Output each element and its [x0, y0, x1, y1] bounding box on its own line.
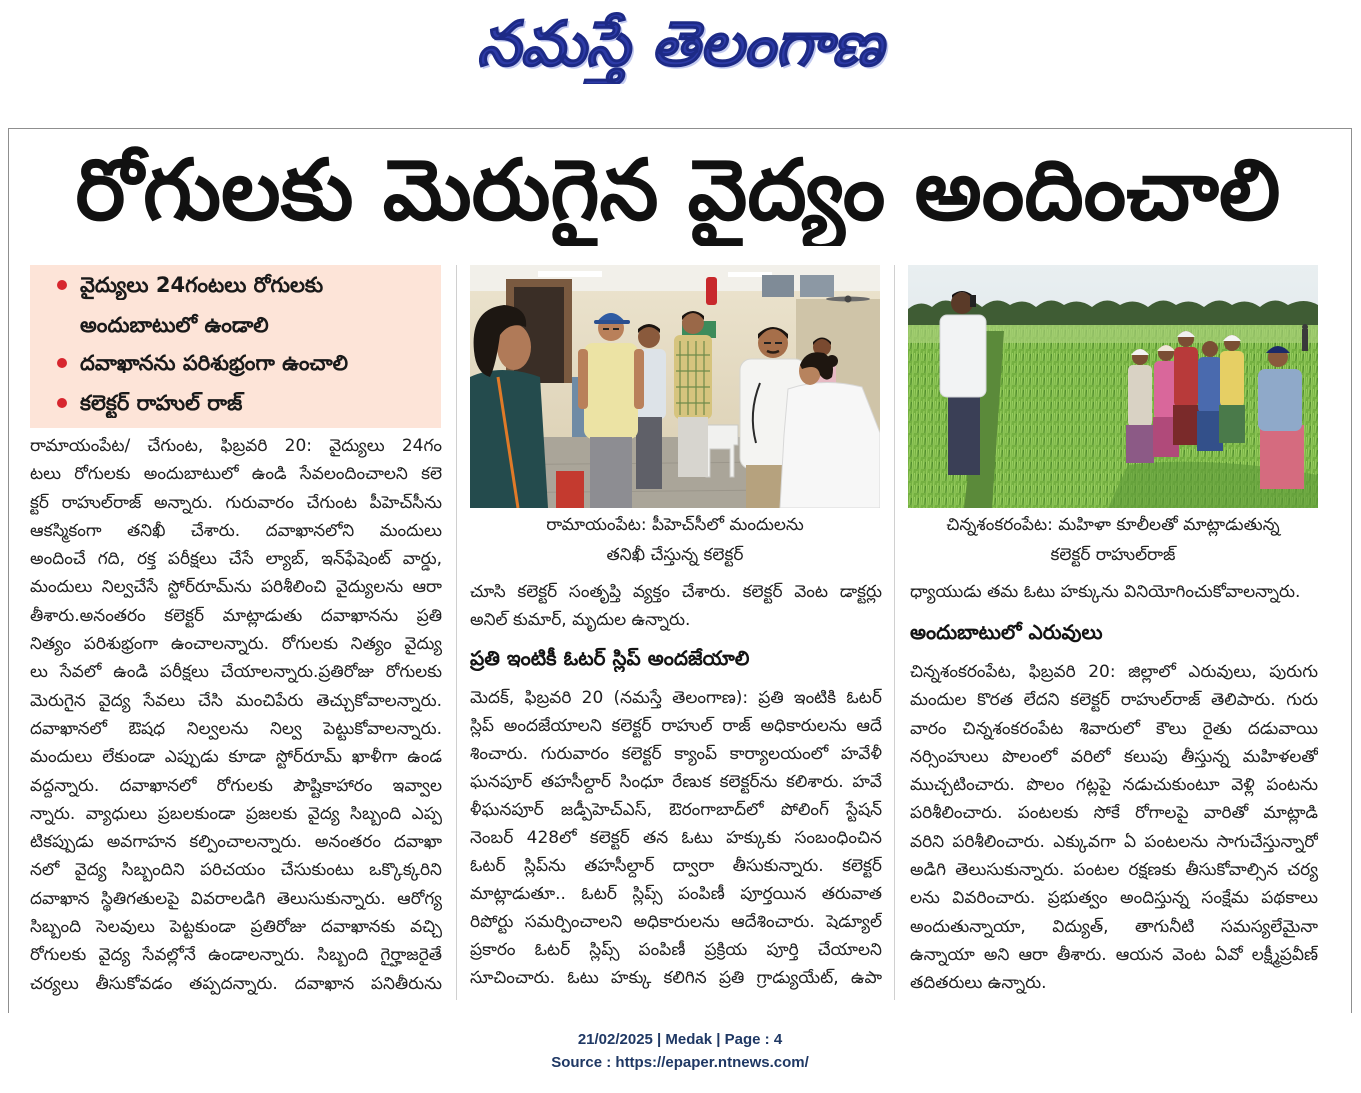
photo-collector-inspecting-phc [470, 265, 880, 508]
newspaper-masthead: నమస్తే తెలంగాణ [476, 7, 884, 80]
body-text-line: ఓటర్ స్లిప్‌ను తహసీల్దార్ ద్వారా తీసుకున్నారు. కలెక్టర్ [470, 856, 882, 876]
body-text-line: పరిశీలించారు. పంటలకు సోకే రోగాలపై వారితో మాట్లాడి [910, 803, 1318, 824]
body-text-line: నెంబర్ 428లో కలెక్టర్ తన ఓటు హక్కుకు సంబంధించిన [470, 828, 882, 848]
middle-column-body [470, 684, 882, 992]
body-text-line: టికప్పుడు అవగాహన కల్పించాలన్నారు. అనంతరం దవాఖా [30, 832, 442, 853]
body-text-line: ళీఘనపూర్ జడ్పీహెచ్‌ఎస్, ఔరంగాబాద్‌లో పోలింగ్ స్టేషన్ [470, 800, 882, 820]
body-text-line: దవాఖానలో ఔషధ నిల్వలను నిల్వ పెట్టుకోవాలన్నారు. [30, 718, 442, 739]
middle-column-subheading: ప్రతి ఇంటికీ ఓటర్ స్లిప్ అందజేయాలి [470, 646, 750, 670]
body-text-line: తదితరులు ఉన్నారు. [910, 973, 1047, 994]
body-text-line: అందుతున్నాయా, విద్యుత్, తాగునీటి సమస్యలేమైనా [910, 916, 1318, 937]
highlights-box [30, 265, 441, 428]
photo-middle-caption-line: రామాయంపేట: పీహెచ్‌సీలో మందులను [546, 515, 804, 535]
photo-middle-caption-line: తనిఖీ చేస్తున్న కలెక్టర్ [606, 545, 744, 565]
person-distant [1302, 324, 1308, 351]
body-text-line: ఘనపూర్ తహసీల్దార్ సింధూ రేణుక కలెక్టర్‌ను కలిశారు. హవే [470, 772, 882, 792]
body-text-line: మెదక్, ఫిబ్రవరి 20 (నమస్తే తెలంగాణ): ప్రతి ఇంటికి ఓటర్ [470, 688, 882, 708]
body-text-line: ఆకస్మికంగా తనిఖీ చేశారు. దవాఖానలోని మందులు [30, 520, 442, 541]
body-text-line: శించారు. గురువారం కలెక్టర్ క్యాంప్ కార్యాలయంలో హవేళీ [470, 744, 882, 764]
highlight-bullet [57, 280, 67, 290]
highlight-line: దవాఖానను పరిశుభ్రంగా ఉంచాలి [80, 351, 349, 375]
body-text-line: సిబ్బంది సెలవులు పెట్టకుండా ప్రతిరోజు దవాఖానకు వచ్చి [30, 917, 442, 938]
column-divider [894, 265, 895, 1000]
body-text-line: ధ్యాయుడు తమ ఓటు హక్కును వినియోగించుకోవాలన్నారు. [910, 582, 1301, 602]
fire-extinguisher [706, 277, 717, 305]
body-text-line: ఉన్నాయా అని ఆరా తీశారు. ఆయన వెంట ఏవో లక్ష్మీప్రవీణ్ [910, 944, 1318, 965]
body-text-line: చిన్నశంకరంపేట, ఫిబ్రవరి 20: జిల్లాలో ఎరువులు, పురుగు [910, 662, 1318, 682]
highlight-line: వైద్యులు 24గంటలు రోగులకు [80, 273, 324, 297]
body-text-line: రిపోర్టు సమర్పించాలని అధికారులను ఆదేశించారు. షెడ్యూల్ [470, 912, 882, 932]
body-text-line: క్టర్ రాహుల్‌రాజ్ అన్నారు. గురువారం చేగుంట పీహెచ్‌సీను [30, 492, 442, 513]
highlight-line: అందుబాటులో ఉండాలి [80, 313, 269, 337]
person-woman-worker [1173, 331, 1199, 445]
body-text-line: న్నారు. వ్యాధులు ప్రబలకుండా ప్రజలకు వైద్య సిబ్బంది ఎప్ప [30, 803, 442, 824]
body-text-line: టలు రోగులకు అందుబాటులో ఉండి సేవలందించాలని కలె [30, 464, 442, 485]
body-text-line: నిత్యం పరిశుభ్రంగా ఉంచాలన్నారు. రోగులకు నిత్యం వైద్యు [30, 634, 442, 655]
highlight-line: కలెక్టర్ రాహుల్ రాజ్ [80, 391, 243, 415]
body-text-line: అడిగి తెలుసుకున్నారు. పంటల రక్షణకు తీసుకోవాల్సిన చర్య [910, 860, 1318, 881]
body-text-line: సూచించారు. ఓటు హక్కు కలిగిన ప్రతి గ్రాడ్యుయేట్, ఉపా [470, 968, 882, 988]
body-text-line: చూసి కలెక్టర్ సంతృప్తి వ్యక్తం చేశారు. కలెక్టర్ వెంట డాక్టర్లు [470, 582, 882, 602]
body-text-line: నలో వైద్య సిబ్బందిని పరిచయం చేసుకుంటు ఒక్కొక్కరిని [30, 860, 442, 881]
source-link[interactable]: Source : https://epaper.ntnews.com/ [551, 1054, 809, 1071]
body-text-line: స్లిప్ అందజేయాలని కలెక్టర్ రాహుల్ రాజ్ అధికారులను ఆదే [470, 716, 882, 736]
body-text-line: మాట్లాడుతూ.. ఓటర్ స్లిప్స్ పంపిణీ పూర్తయిన తరువాత [470, 884, 882, 904]
body-text-line: అనిల్ కుమార్, మృదుల ఉన్నారు. [470, 610, 691, 630]
right-column-continuation [910, 578, 1318, 606]
person-checkered-shirt [674, 311, 712, 477]
body-text-line: మందులు నిల్వచేసే స్టోర్‌రూమ్‌ను పరిశీలించి వైద్యులను ఆరా [30, 577, 442, 598]
body-text-line: వారం చిన్నశంకరంపేట శివారులో కౌలు రైతు దడువాయి [910, 718, 1318, 739]
highlight-bullet [57, 358, 67, 368]
left-column-body [30, 432, 442, 998]
body-text-line: రోగులకు వైద్య సేవల్లోనే ఉండాలన్నారు. సిబ్బంది గైర్హాజరైతే [30, 945, 442, 966]
body-text-line: మందులు లేకుండా ఎప్పుడు కూడా స్టోర్‌రూమ్ ఖాళీగా ఉండ [30, 747, 442, 768]
body-text-line: దవాఖాన స్థితిగతులపై వివరాలడిగి తెలుసుకున్నారు. ఆరోగ్య [30, 888, 442, 909]
body-text-line: మెరుగైన వైద్య సేవలు చేసి మంచిపేరు తెచ్చుకోవాలన్నారు. [30, 690, 442, 711]
body-text-line: ముచ్చటించారు. పొలం గట్లపై నడుచుకుంటూ వెళ్లి పంటను [910, 775, 1318, 796]
body-text-line: అందించే గది, రక్త పరీక్షలు చేసే ల్యాబ్, ఇన్‌ఫేషెంట్ వార్డు, [30, 549, 442, 570]
body-text-line: లు సేవలో ఉండి పరీక్షలు చేయాలన్నారు.ప్రతిరోజు రోగులకు [30, 662, 442, 683]
body-text-line: లను వివరించారు. ప్రభుత్వం అందిస్తున్న సంక్షేమ పథకాలు [910, 888, 1318, 909]
body-text-line: చర్యలు తీసుకోవడం తప్పదన్నారు. దవాఖాన పనితీరును [30, 973, 442, 994]
photo-right-caption-line: చిన్నశంకరంపేట: మహిళా కూలీలతో మాట్లాడుతున్న [946, 515, 1280, 535]
middle-column-continuation [470, 578, 882, 634]
body-text-line: మందుల కొరత లేదని కలెక్టర్ రాహుల్‌రాజ్ తెలిపారు. గురు [910, 690, 1318, 711]
body-text-line: ప్రకారం ఓటర్ స్లిప్స్ పంపిణీ ప్రక్రియ పూర్తి చేయాలని [470, 940, 882, 960]
body-text-line: రామాయంపేట/ చేగుంట, ఫిబ్రవరి 20: వైద్యులు 24గం [30, 436, 442, 456]
edition-info: 21/02/2025 | Medak | Page : 4 [577, 1031, 783, 1048]
body-text-line: వద్దన్నారు. దవాఖానలో రోగులకు పౌష్టికాహారం ఇవ్వాల [30, 775, 442, 796]
body-text-line: తీశారు.అనంతరం కలెక్టర్ మాట్లాడుతు దవాఖానను ప్రతి [30, 605, 442, 626]
body-text-line: వరిని పరిశీలించారు. ఎక్కువగా ఏ పంటలను సాగుచేస్తున్నారో [910, 831, 1318, 852]
photo-middle [470, 265, 880, 508]
photo-right-caption-line: కలెక్టర్ రాహుల్‌రాజ్ [1050, 545, 1176, 565]
right-column-subheading: అందుబాటులో ఎరువులు [910, 620, 1103, 644]
article-headline: రోగులకు మెరుగైన వైద్యం అందించాలి [75, 141, 1281, 239]
body-text-line: నర్సింహులు పొలంలో వరిలో కలుపు తీస్తున్న మహిళలతో [910, 746, 1318, 767]
photo-right [908, 265, 1318, 508]
highlight-bullet [57, 398, 67, 408]
person-woman-worker [1126, 349, 1154, 463]
column-divider [456, 265, 457, 1000]
photo-collector-paddy-field [908, 265, 1318, 508]
right-column-body [910, 658, 1318, 998]
